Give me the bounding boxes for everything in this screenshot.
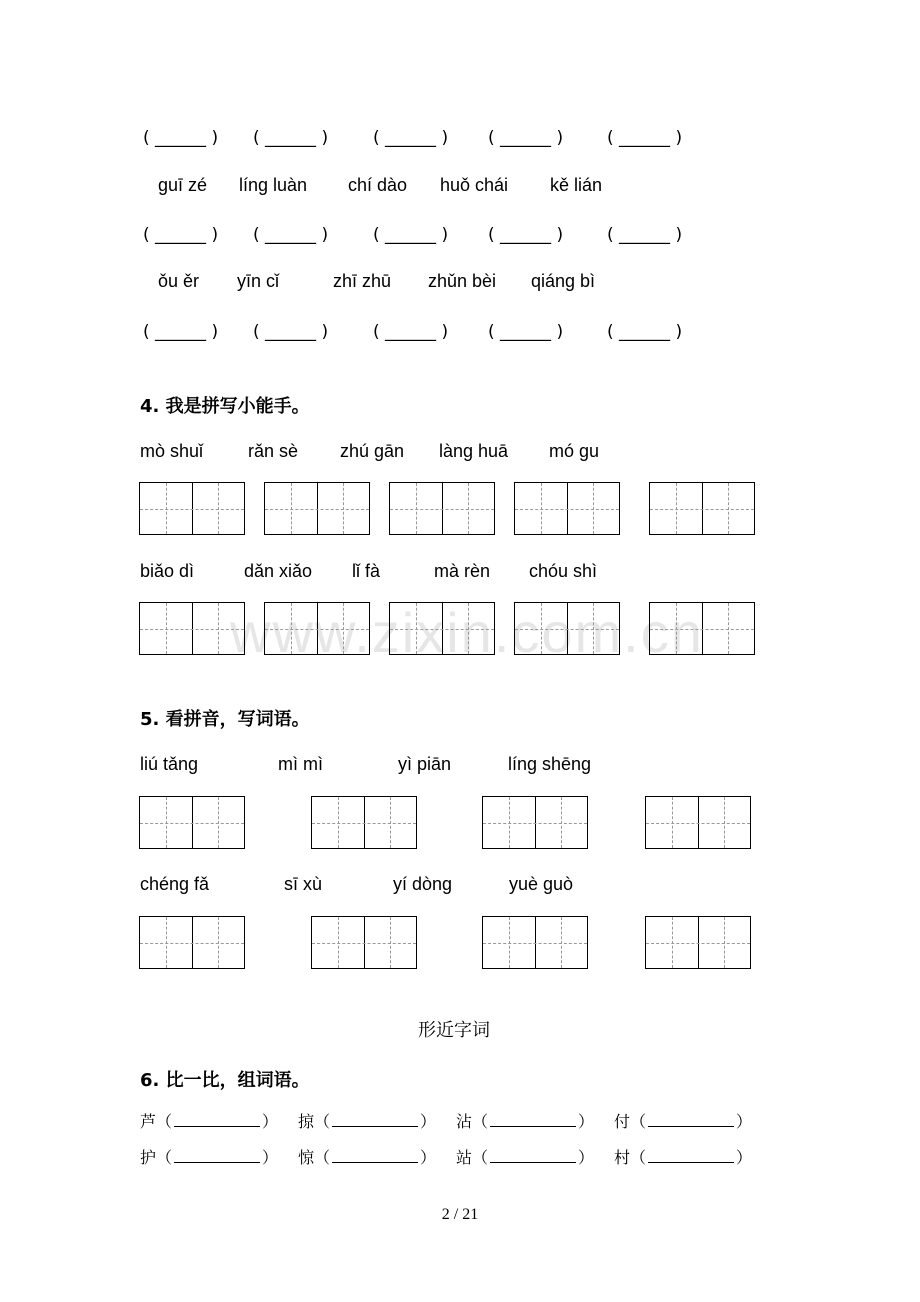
pinyin-word: zhú gān [340, 441, 405, 461]
writing-grid[interactable] [264, 482, 370, 535]
writing-grid[interactable] [389, 482, 495, 535]
compare-item[interactable]: 付（ ） [614, 1112, 753, 1131]
pinyin-word: kě lián [550, 175, 603, 195]
pinyin-word: guī zé [158, 175, 208, 195]
section-4-heading: 4. 我是拼写小能手。 [140, 396, 310, 417]
pinyin-word: làng huā [439, 441, 509, 461]
section-5-heading: 5. 看拼音，写词语。 [140, 709, 310, 730]
writing-grid[interactable] [264, 602, 370, 655]
pinyin-word: biǎo dì [140, 561, 195, 581]
pinyin-word: huǒ chái [440, 175, 509, 195]
compare-item[interactable]: 村（ ） [614, 1148, 753, 1167]
answer-blank[interactable]: ( ______ ) [253, 225, 329, 245]
page-number: 2 / 21 [441, 1206, 479, 1223]
writing-grid[interactable] [482, 916, 588, 969]
pinyin-word: yīn cǐ [237, 271, 280, 291]
pinyin-word: líng luàn [239, 175, 308, 195]
compare-item[interactable]: 掠（ ） [298, 1112, 437, 1131]
compare-item[interactable]: 惊（ ） [298, 1148, 437, 1167]
answer-blank[interactable]: ( ______ ) [488, 225, 564, 245]
answer-blank[interactable]: ( ______ ) [143, 128, 219, 148]
pinyin-word: mò shuǐ [140, 441, 204, 461]
answer-blank[interactable]: ( ______ ) [607, 322, 683, 342]
answer-blank[interactable]: ( ______ ) [607, 225, 683, 245]
pinyin-word: mà rèn [434, 561, 491, 581]
writing-grid[interactable] [649, 602, 755, 655]
pinyin-word: sī xù [284, 874, 323, 894]
pinyin-word: qiáng bì [531, 271, 596, 291]
pinyin-word: líng shēng [508, 754, 592, 774]
answer-blank[interactable]: ( ______ ) [373, 128, 449, 148]
answer-blank[interactable]: ( ______ ) [373, 322, 449, 342]
pinyin-word: dǎn xiǎo [244, 561, 313, 581]
pinyin-word: zhǔn bèi [428, 271, 497, 291]
pinyin-word: mì mì [278, 754, 323, 774]
writing-grid[interactable] [482, 796, 588, 849]
compare-item[interactable]: 芦（ ） [140, 1112, 279, 1131]
compare-item[interactable]: 站（ ） [456, 1148, 595, 1167]
answer-blank[interactable]: ( ______ ) [253, 322, 329, 342]
writing-grid[interactable] [139, 916, 245, 969]
pinyin-word: chí dào [348, 175, 408, 195]
answer-blank[interactable]: ( ______ ) [143, 225, 219, 245]
writing-grid[interactable] [649, 482, 755, 535]
answer-blank[interactable]: ( ______ ) [488, 322, 564, 342]
writing-grid[interactable] [389, 602, 495, 655]
writing-grid[interactable] [311, 796, 417, 849]
watermark: www.zixin.com.cn [230, 601, 704, 664]
writing-grid[interactable] [645, 916, 751, 969]
pinyin-word: lǐ fà [352, 561, 381, 581]
pinyin-word: yuè guò [509, 874, 574, 894]
answer-blank[interactable]: ( ______ ) [607, 128, 683, 148]
pinyin-word: mó gu [549, 441, 600, 461]
answer-blank[interactable]: ( ______ ) [488, 128, 564, 148]
writing-grid[interactable] [139, 796, 245, 849]
section-6-heading: 6. 比一比，组词语。 [140, 1070, 310, 1091]
writing-grid[interactable] [139, 482, 245, 535]
pinyin-word: chéng fǎ [140, 874, 210, 894]
writing-grid[interactable] [311, 916, 417, 969]
section-title: 形近字词 [418, 1020, 490, 1041]
pinyin-word: ǒu ěr [158, 271, 200, 291]
pinyin-word: yì piān [398, 754, 452, 774]
writing-grid[interactable] [514, 482, 620, 535]
writing-grid[interactable] [645, 796, 751, 849]
writing-grid[interactable] [514, 602, 620, 655]
compare-item[interactable]: 护（ ） [140, 1148, 279, 1167]
pinyin-word: liú tǎng [140, 754, 199, 774]
pinyin-word: rǎn sè [248, 441, 299, 461]
answer-blank[interactable]: ( ______ ) [373, 225, 449, 245]
pinyin-word: yí dòng [393, 874, 453, 894]
writing-grid[interactable] [139, 602, 245, 655]
compare-item[interactable]: 沾（ ） [456, 1112, 595, 1131]
answer-blank[interactable]: ( ______ ) [253, 128, 329, 148]
pinyin-word: zhī zhū [333, 271, 392, 291]
pinyin-word: chóu shì [529, 561, 598, 581]
answer-blank[interactable]: ( ______ ) [143, 322, 219, 342]
